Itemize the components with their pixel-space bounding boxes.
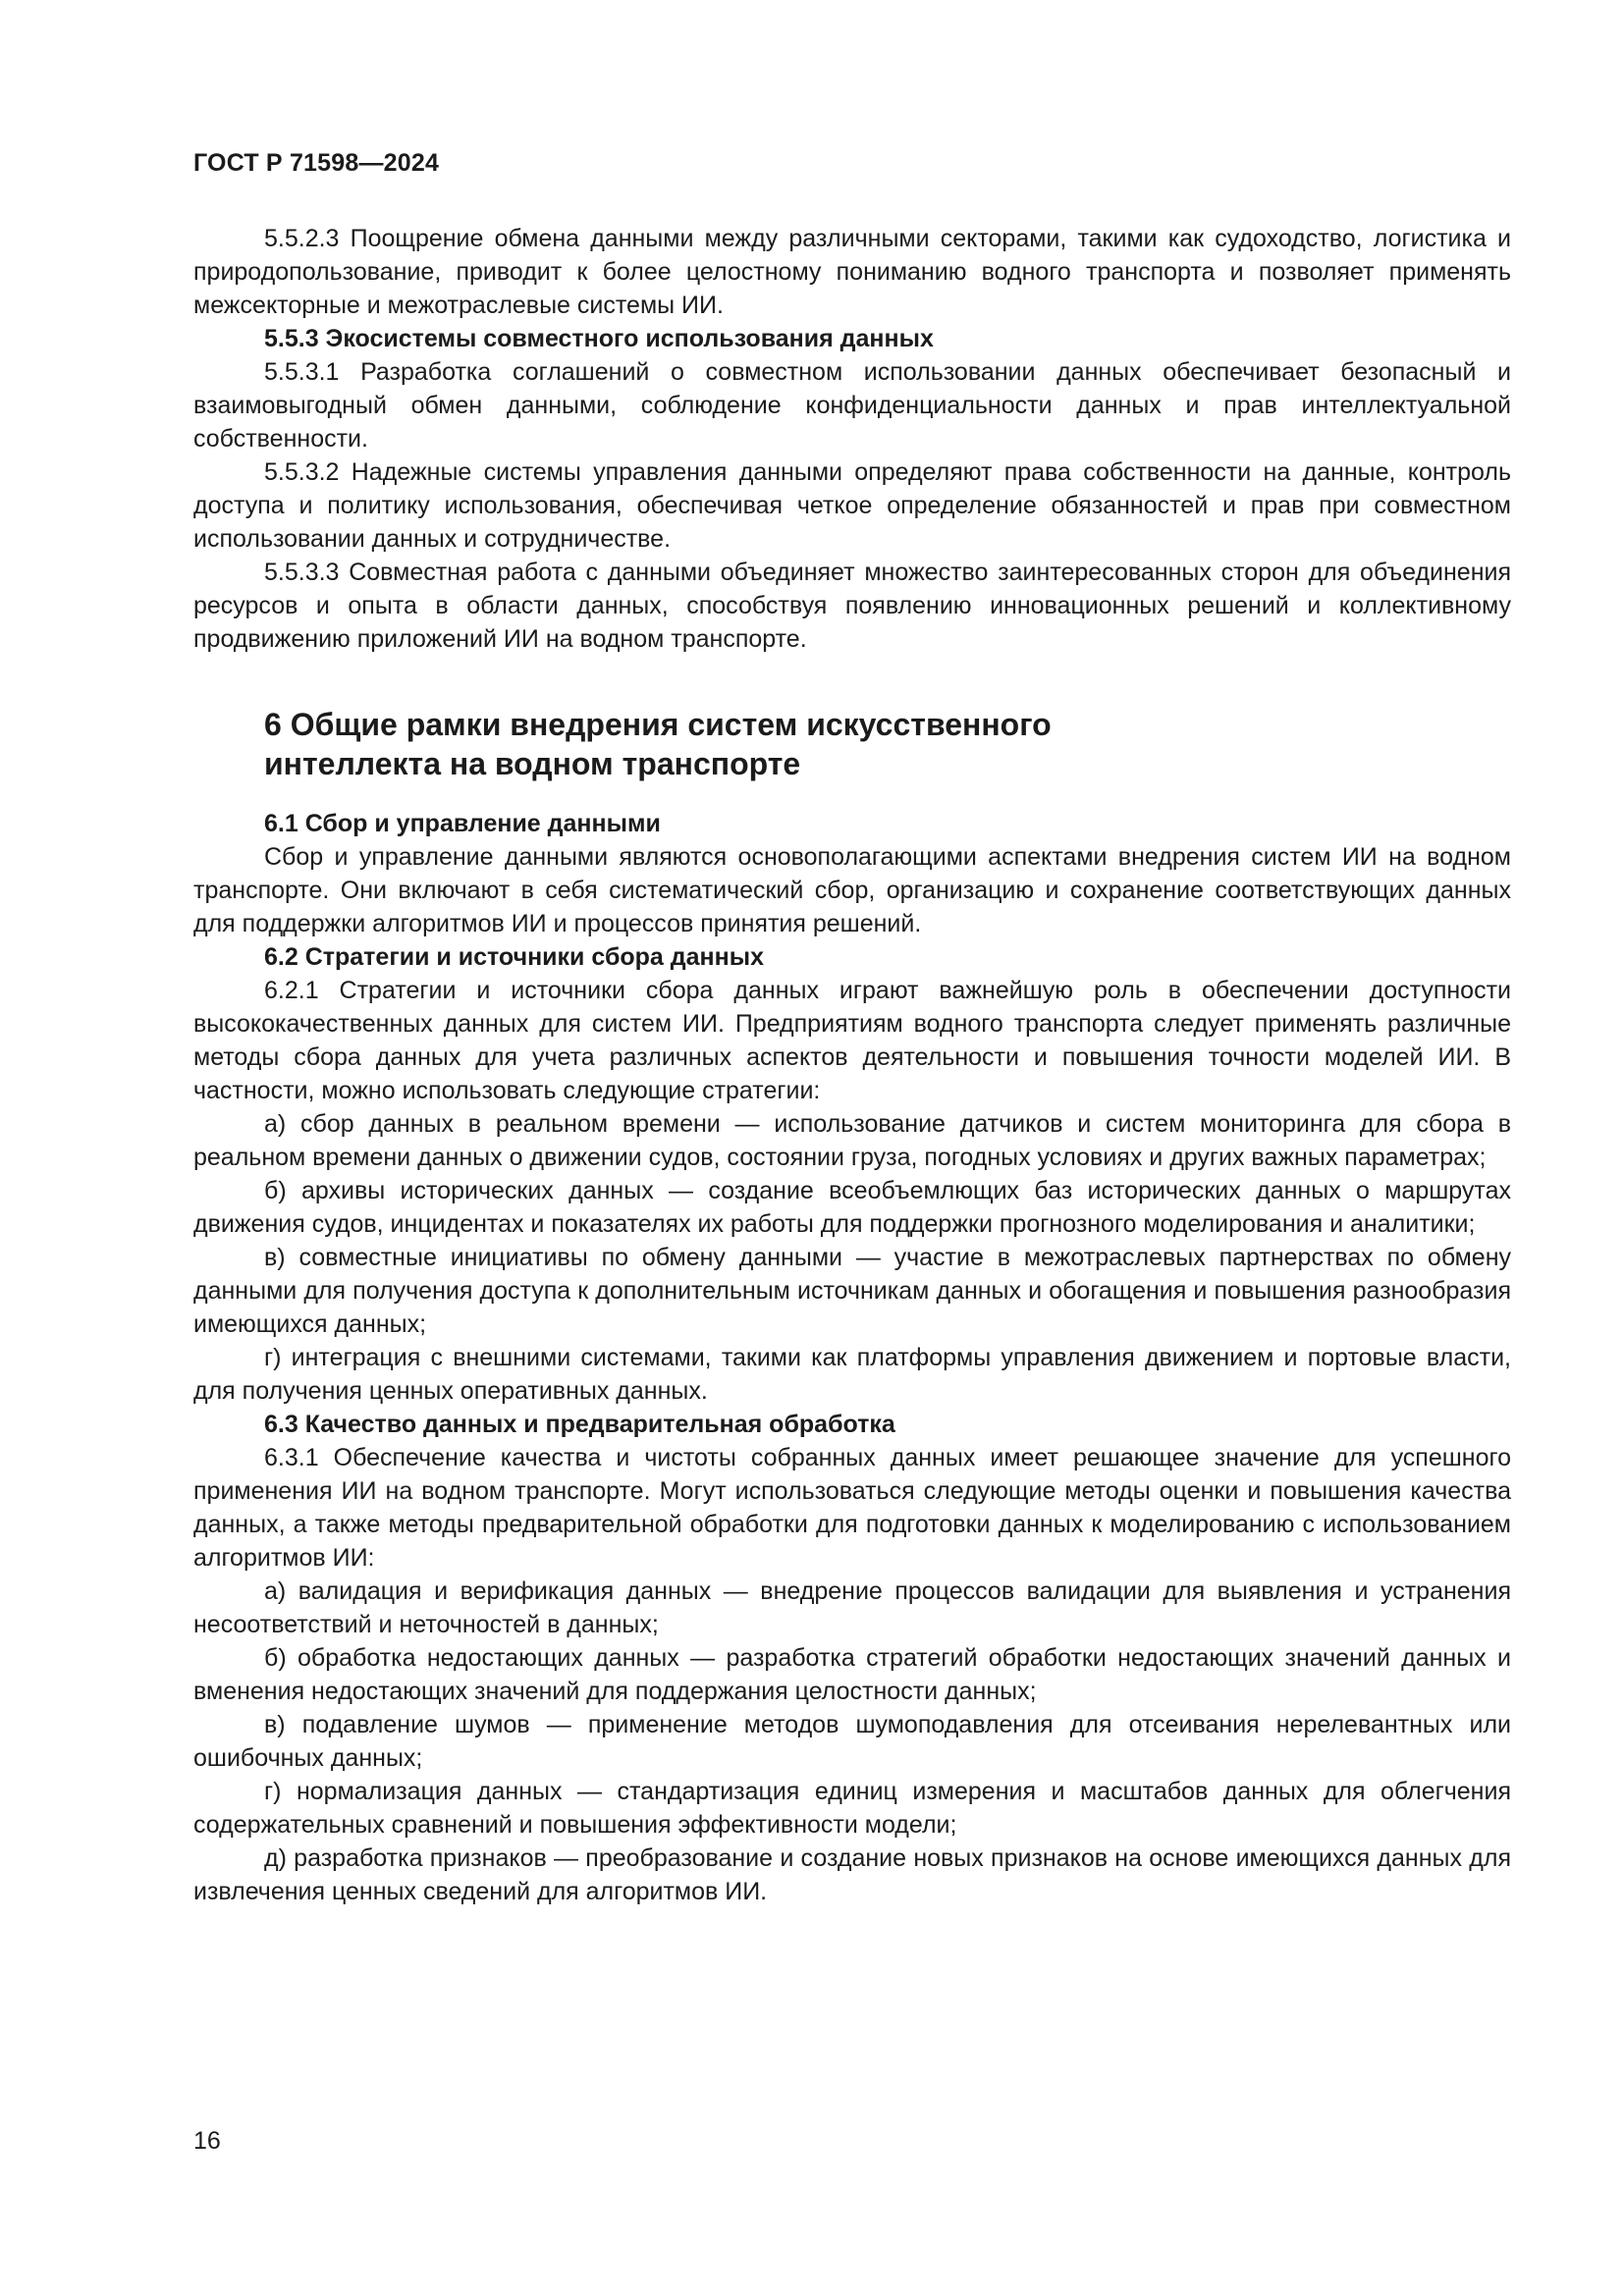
list-item-6-2-1-b: б) архивы исторических данных — создание всеобъемлющих баз исторических данных о маршрутах движения судов, инцидентах и показателях их работы для поддержки прогнозного моделирования и аналитики; [193,1177,1511,1238]
paragraph-6-1: Сбор и управление данными являются основополагающими аспектами внедрения систем ИИ на водном транспорте. Они включают в себя систематический сбор, организацию и сохранение соответствующих данных для поддержки алгоритмов ИИ и процессов принятия решений. [193,843,1511,937]
page-number: 16 [193,2127,221,2155]
document-body [193,222,1511,1908]
list-item-6-3-1-a: а) валидация и верификация данных — внедрение процессов валидации для выявления и устранения несоответствий и неточностей в данных; [193,1577,1511,1638]
list-item-6-3-1-b: б) обработка недостающих данных — разработка стратегий обработки недостающих значений данных и вменения недостающих значений для поддержания целостности данных; [193,1644,1511,1705]
subsection-heading-6-2: 6.2 Стратегии и источники сбора данных [264,943,765,971]
paragraph-5-5-3-1: 5.5.3.1 Разработка соглашений о совместном использовании данных обеспечивает безопасный и взаимовыгодный обмен данными, соблюдение конфиденциальности данных и прав интеллектуальной собственности. [193,358,1511,453]
subsection-heading-6-1: 6.1 Сбор и управление данными [264,810,661,837]
paragraph-5-5-3-3: 5.5.3.3 Совместная работа с данными объединяет множество заинтересованных сторон для объединения ресурсов и опыта в области данных, способствуя появлению инновационных решений и коллективному продвижению приложений ИИ на водном транспорте. [193,559,1511,653]
section-heading-6-line2: интеллекта на водном транспорте [264,746,801,781]
list-item-6-3-1-g: г) нормализация данных — стандартизация единиц измерения и масштабов данных для облегчения содержательных сравнений и повышения эффективности модели; [193,1778,1511,1839]
list-item-6-3-1-v: в) подавление шумов — применение методов шумоподавления для отсеивания нерелевантных или ошибочных данных; [193,1711,1511,1772]
document-header-id: ГОСТ Р 71598—2024 [193,149,440,177]
subsection-heading-6-3: 6.3 Качество данных и предварительная обработка [264,1411,895,1438]
list-item-6-2-1-v: в) совместные инициативы по обмену данными — участие в межотраслевых партнерствах по обмену данными для получения доступа к дополнительным источникам данных и обогащения и повышения разнообразия имеющихся данных; [193,1244,1511,1338]
paragraph-6-3-1: 6.3.1 Обеспечение качества и чистоты собранных данных имеет решающее значение для успешного применения ИИ на водном транспорте. Могут использоваться следующие методы оценки и повышения качества данных, а также методы предварительной обработки для подготовки данных к моделированию с использованием алгоритмов ИИ: [193,1444,1511,1572]
list-item-6-3-1-d: д) разработка признаков — преобразование и создание новых признаков на основе имеющихся данных для извлечения ценных сведений для алгоритмов ИИ. [193,1844,1511,1905]
section-heading-6-line1: 6 Общие рамки внедрения систем искусственного [264,707,1052,742]
subsection-heading-5-5-3: 5.5.3 Экосистемы совместного использования данных [264,325,934,352]
list-item-6-2-1-g: г) интеграция с внешними системами, такими как платформы управления движением и портовые власти, для получения ценных оперативных данных. [193,1344,1511,1405]
paragraph-5-5-3-2: 5.5.3.2 Надежные системы управления данными определяют права собственности на данные, контроль доступа и политику использования, обеспечивая четкое определение обязанностей и прав при совместном использовании данных и сотрудничестве. [193,458,1511,553]
paragraph-6-2-1: 6.2.1 Стратегии и источники сбора данных играют важнейшую роль в обеспечении доступности высококачественных данных для систем ИИ. Предприятиям водного транспорта следует применять различные методы сбора данных для учета различных аспектов деятельности и повышения точности моделей ИИ. В частности, можно использовать следующие стратегии: [193,977,1511,1104]
list-item-6-2-1-a: а) сбор данных в реальном времени — использование датчиков и систем мониторинга для сбора в реальном времени данных о движении судов, состоянии груза, погодных условиях и других важных параметрах; [193,1110,1511,1171]
paragraph-5-5-2-3: 5.5.2.3 Поощрение обмена данными между различными секторами, такими как судоходство, логистика и природопользование, приводит к более целостному пониманию водного транспорта и позволяет применять межсекторные и межотраслевые системы ИИ. [193,225,1511,319]
section-heading-6 [264,705,1511,783]
